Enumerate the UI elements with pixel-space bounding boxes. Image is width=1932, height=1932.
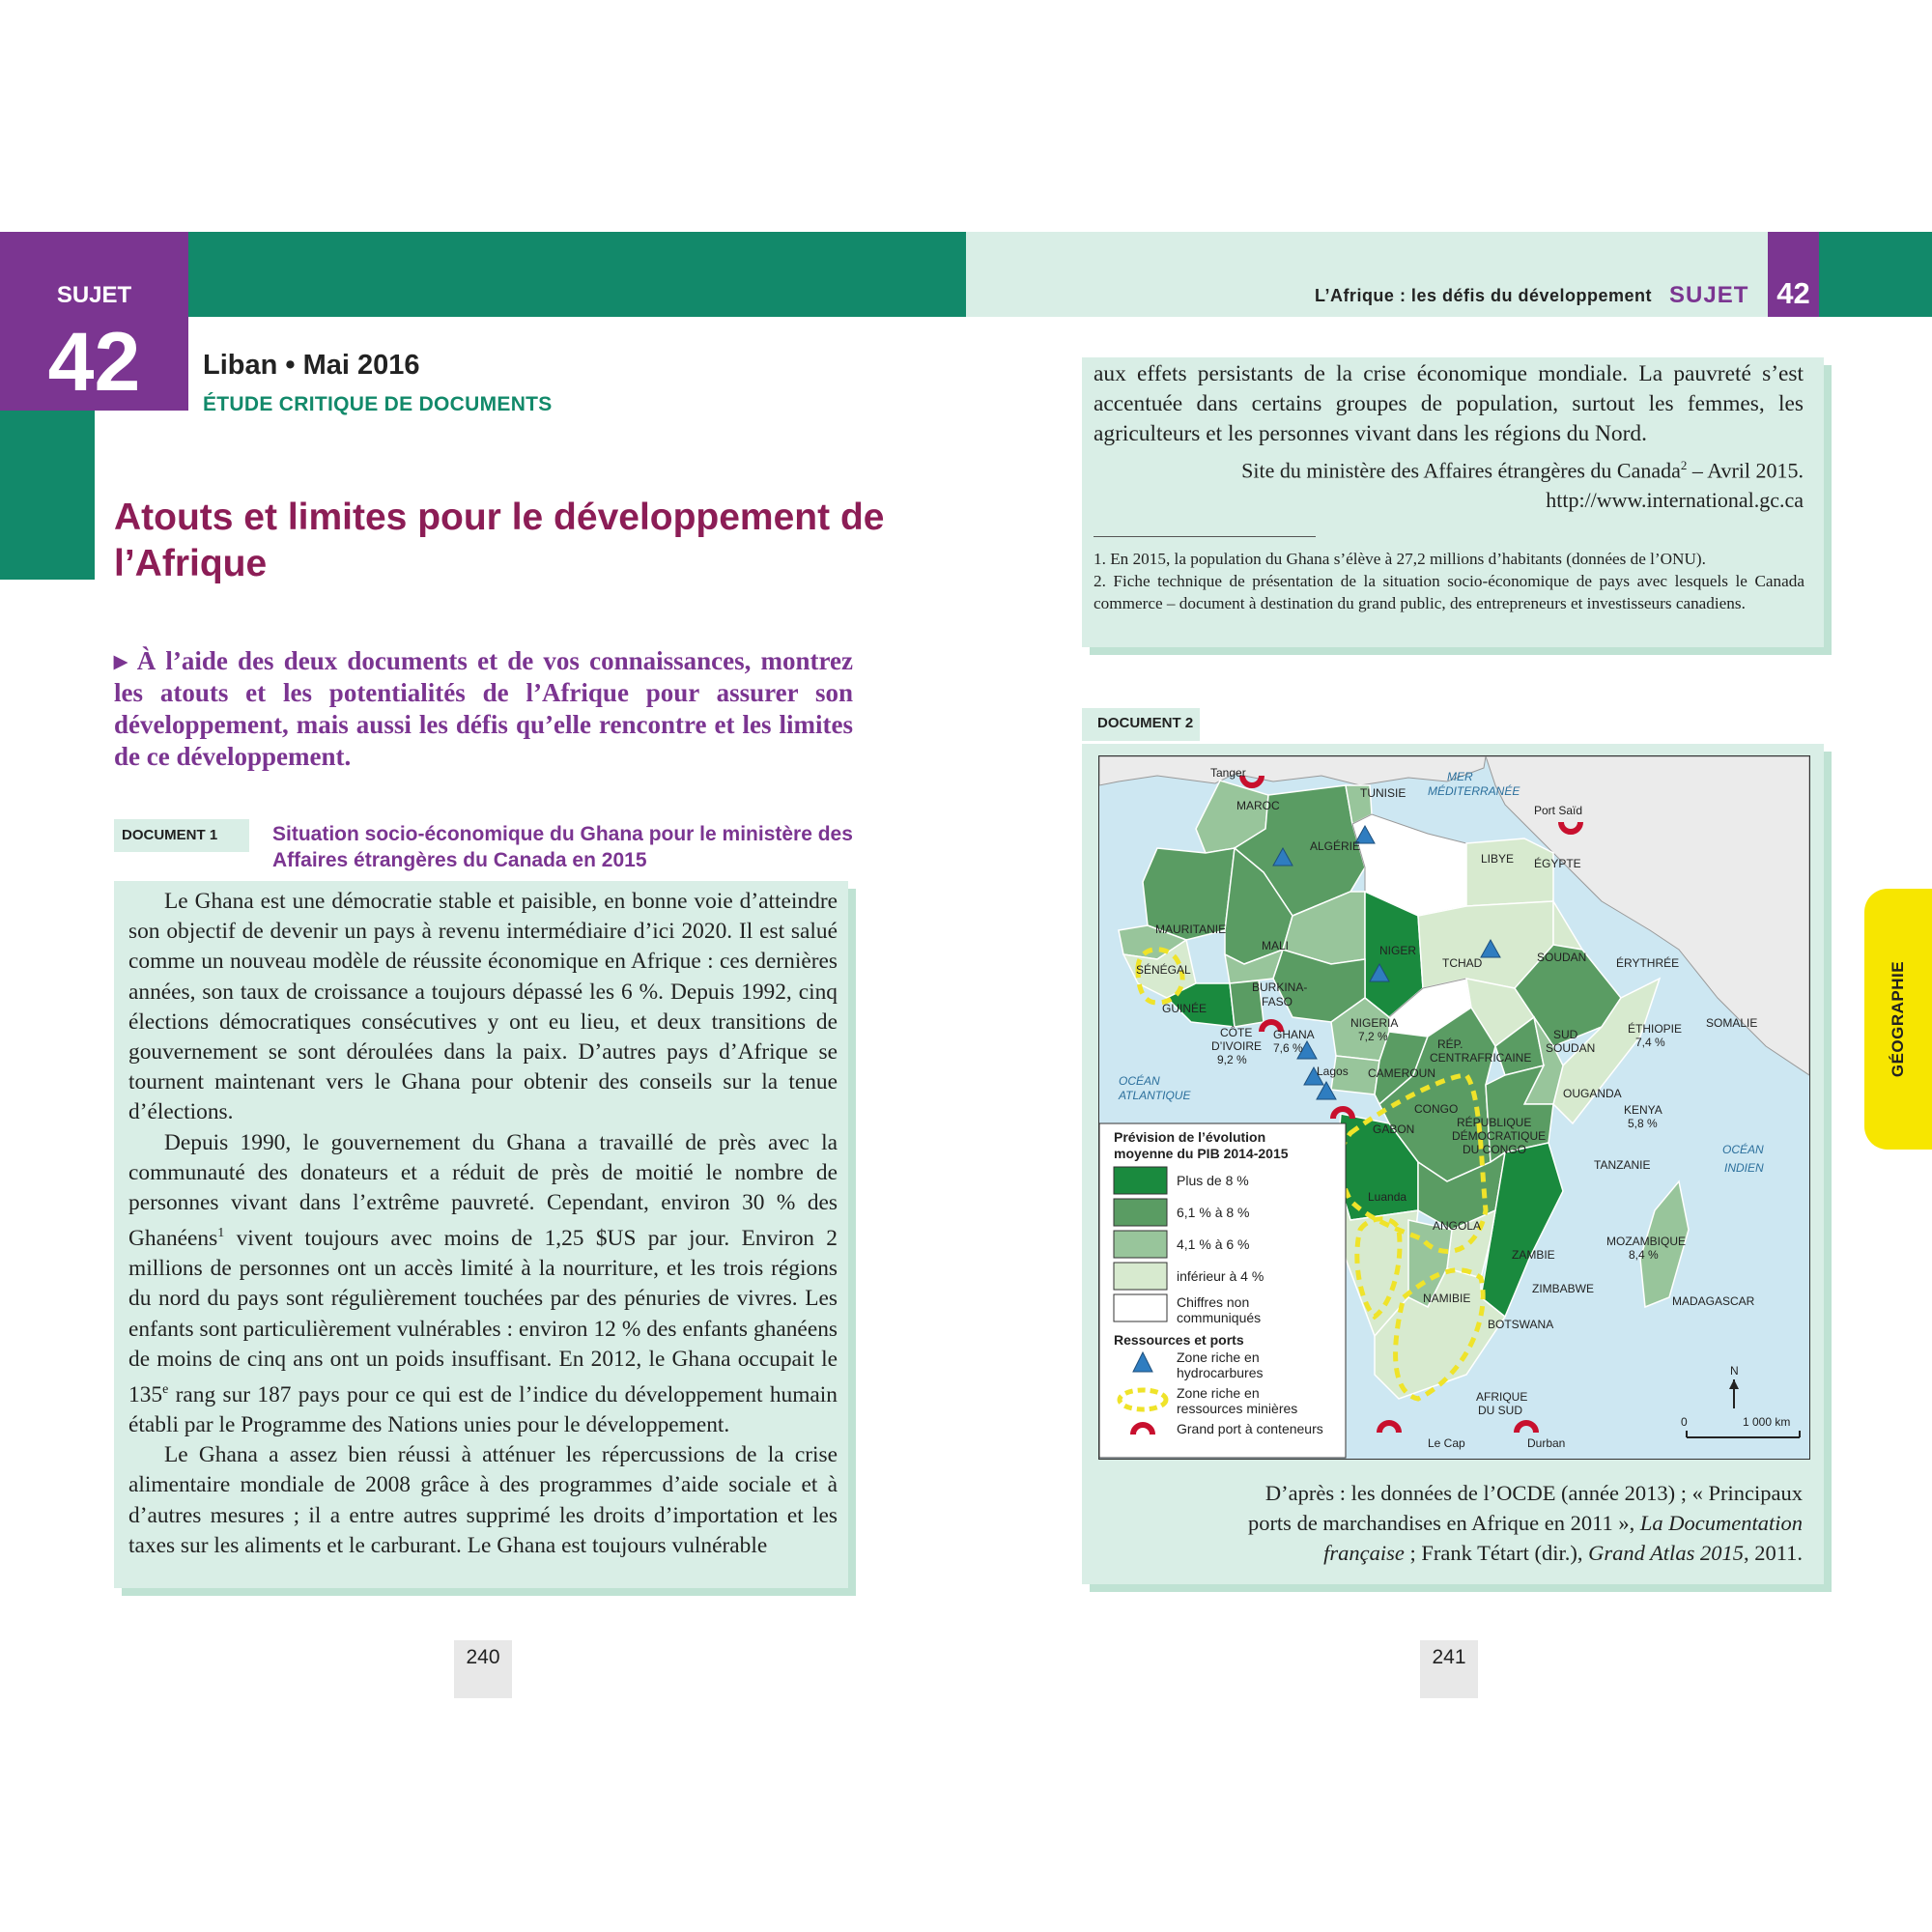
legend-title-2: moyenne du PIB 2014-2015 — [1114, 1146, 1289, 1161]
legend-label-3: 4,1 % à 6 % — [1177, 1236, 1250, 1252]
map-legend — [1099, 1123, 1346, 1458]
label-maroc: MAROC — [1236, 799, 1280, 812]
source2-part-a: ports de marchandises en Afrique en 2011 », — [1247, 1511, 1640, 1535]
country-erythree — [1553, 901, 1582, 950]
label-erythree: ÉRYTHRÉE — [1616, 956, 1680, 970]
document2-tab-label: DOCUMENT 2 — [1097, 715, 1194, 731]
label-port-said: Port Saïd — [1534, 804, 1583, 817]
label-ocean-atlantique2: ATLANTIQUE — [1119, 1089, 1191, 1102]
label-tanzanie: TANZANIE — [1594, 1158, 1651, 1172]
label-botswana: BOTSWANA — [1488, 1318, 1554, 1331]
page-title: Atouts et limites pour le développement de l’Afrique — [114, 497, 885, 584]
footnote-2: 2. Fiche technique de présentation de la situation socio-économique de pays avec lesquels le Canada commerce – document à destination du grand public, des entrepreneurs et investisseurs canadiens. — [1094, 572, 1804, 612]
label-ocean-atlantique: OCÉAN — [1119, 1074, 1160, 1088]
label-rca: RÉP. — [1437, 1037, 1463, 1051]
label-cote: CÔTE — [1220, 1026, 1253, 1039]
label-mauritanie: MAURITANIE — [1155, 923, 1227, 936]
sujet-number-right: 42 — [1776, 276, 1810, 310]
label-niger: NIGER — [1379, 944, 1417, 957]
legend-resources-title: Ressources et ports — [1114, 1332, 1244, 1348]
p2-part-c: rang sur 187 pays pour ce qui est de l’indice du développement humain établi par le Programme des Nations unies pour le développement. — [128, 1381, 838, 1438]
legend-mineral-2: ressources minières — [1177, 1401, 1298, 1416]
label-libye: LIBYE — [1481, 852, 1515, 866]
label-algerie: ALGÉRIE — [1310, 839, 1361, 853]
label-cote-pct: 9,2 % — [1217, 1053, 1247, 1066]
label-senegal: SÉNÉGAL — [1136, 963, 1191, 977]
legend-swatch-4 — [1114, 1263, 1167, 1290]
source3-part-c: Grand Atlas 2015 — [1588, 1541, 1744, 1565]
p2-part-b: vivent toujours avec moins de 1,25 $US par jour. Environ 2 millions de personnes ont un accès limité à la nourriture, et les trois régions du nord du pays sont régulièrement touchées par des pénuries de vivres. Les enfants sont particulièrement vulnérables : environ 12 % des enfants ghanéens de moins de cinq ans ont un poids insuffisant. En 2012, le Ghana occupait le 135 — [128, 1226, 838, 1407]
header-accent-right — [1819, 232, 1932, 317]
document1-text — [128, 887, 838, 1561]
source-date: – Avril 2015. — [1687, 458, 1804, 483]
africa-map-svg — [1099, 756, 1809, 1459]
sujet-number: 42 — [47, 316, 141, 409]
country-egypte — [1466, 838, 1553, 906]
scale-distance: 1 000 km — [1743, 1415, 1791, 1429]
footnote-rule — [1094, 536, 1316, 537]
section-side-tab-label-wrap — [1864, 889, 1932, 1150]
document1-tab-label: DOCUMENT 1 — [122, 827, 218, 843]
question-prompt: ▸ À l’aide des deux documents et de vos connaissances, montrez les atouts et les potentialités de l’Afrique pour assurer son développement, mais aussi les défis qu’elle rencontre et les limites de ce développement. — [114, 646, 853, 771]
scale-zero: 0 — [1681, 1415, 1688, 1429]
legend-label-5b: communiqués — [1177, 1310, 1262, 1325]
label-kenya: KENYA — [1624, 1103, 1662, 1117]
legend-label-1: Plus de 8 % — [1177, 1173, 1249, 1188]
header-band-left — [188, 232, 966, 317]
document1-paragraph-2 — [128, 1128, 838, 1441]
source-url: http://www.international.gc.ca — [1546, 488, 1804, 513]
document2-source-line1: D’après : les données de l’OCDE (année 2013) ; « Principaux — [1264, 1481, 1803, 1505]
label-tanger: Tanger — [1210, 766, 1246, 780]
label-mozambique: MOZAMBIQUE — [1606, 1235, 1687, 1248]
page-number-left: 240 — [454, 1640, 512, 1698]
scale-bar — [1681, 1364, 1800, 1437]
legend-swatch-3 — [1114, 1231, 1167, 1258]
legend-hydro-1: Zone riche en — [1177, 1350, 1260, 1365]
label-ocean-indien: OCÉAN — [1722, 1143, 1764, 1156]
label-sud-soudan2: SOUDAN — [1546, 1041, 1596, 1055]
label-nigeria-pct: 7,2 % — [1358, 1030, 1388, 1043]
label-ocean-indien2: INDIEN — [1724, 1161, 1764, 1175]
legend-swatch-2 — [1114, 1199, 1167, 1226]
label-le-cap: Le Cap — [1428, 1436, 1465, 1450]
legend-label-2: 6,1 % à 8 % — [1177, 1205, 1250, 1220]
document1-paragraph-3: Le Ghana a assez bien réussi à atténuer les répercussions de la crise alimentaire mondiale de 2008 grâce à des programmes d’aide sociale et à d’autres mesures ; il a entre autres supprimé les droits d’importation et les taxes sur les aliments et le carburant. Le Ghana est toujours vulnérable — [128, 1442, 838, 1558]
legend-swatch-5 — [1114, 1294, 1167, 1321]
document1-source — [1094, 450, 1804, 515]
ordinal-suffix: e — [162, 1382, 169, 1398]
legend-mineral-1: Zone riche en — [1177, 1385, 1260, 1401]
document2-source-line3 — [1121, 1538, 1803, 1568]
label-kenya-pct: 5,8 % — [1628, 1117, 1658, 1130]
source3-part-a: française — [1323, 1541, 1405, 1565]
label-nigeria: NIGERIA — [1350, 1016, 1399, 1030]
running-head: L’Afrique : les défis du développement — [1314, 286, 1652, 305]
label-burkina2: FASO — [1262, 995, 1293, 1009]
p2-part-a: Depuis 1990, le gouvernement du Ghana a travaillé de près avec la communauté des donateurs et a réduit de près de moitié le nombre de personnes vivant dans l’extrême pauvreté. Cependant, environ 30 % des Ghanéens — [128, 1129, 838, 1252]
document2-source-line2 — [1121, 1508, 1803, 1538]
africa-map — [1098, 755, 1810, 1460]
label-ghana-pct: 7,6 % — [1273, 1041, 1303, 1055]
label-burkina: BURKINA- — [1252, 980, 1308, 994]
label-namibie: NAMIBIE — [1423, 1292, 1471, 1305]
europe-land — [1099, 756, 1486, 785]
legend-label-5a: Chiffres non — [1177, 1294, 1250, 1310]
legend-port-label: Grand port à conteneurs — [1177, 1421, 1323, 1436]
header-accent — [0, 411, 95, 580]
label-egypte: ÉGYPTE — [1534, 857, 1581, 870]
page-number-right: 241 — [1420, 1640, 1478, 1698]
legend-hydro-2: hydrocarbures — [1177, 1365, 1264, 1380]
footnote-ref-1: 1 — [217, 1226, 225, 1241]
label-ethiopie: ÉTHIOPIE — [1628, 1022, 1683, 1036]
label-durban: Durban — [1527, 1436, 1566, 1450]
label-ethiopie-pct: 7,4 % — [1635, 1036, 1665, 1049]
label-ouganda: OUGANDA — [1563, 1087, 1622, 1100]
document2-source — [1121, 1478, 1803, 1568]
label-madagascar: MADAGASCAR — [1672, 1294, 1755, 1308]
footnote-1: 1. En 2015, la population du Ghana s’élève à 27,2 millions d’habitants (données de l’ONU). — [1094, 550, 1706, 568]
label-afrique-du-sud2: DU SUD — [1478, 1404, 1523, 1417]
label-zambie: ZAMBIE — [1512, 1248, 1555, 1262]
exam-type: ÉTUDE CRITIQUE DE DOCUMENTS — [203, 393, 553, 415]
north-label: N — [1730, 1364, 1739, 1378]
document1-paragraph-1: Le Ghana est une démocratie stable et paisible, en bonne voie d’atteindre son objectif de devenir un pays à revenu intermédiaire d’ici 2020. Il est salué comme un nouveau modèle de réussite économique en Afrique : ces dernières années, son taux de croissance a toujours dépassé les 6 %. Depuis 1992, cinq élections démocratiques consécutives y ont eu lieu, et deux transitions de gouvernement se sont déroulées dans la paix. D’autres pays d’Afrique se tournent maintenant vers le Ghana pour obtenir des conseils sur la tenue d’élections. — [128, 889, 838, 1125]
port-icon-le-cap — [1379, 1423, 1399, 1433]
footnotes — [1094, 548, 1804, 614]
label-rdc3: DU CONGO — [1463, 1143, 1526, 1156]
sujet-label-right: SUJET — [1669, 282, 1749, 308]
label-somalie: SOMALIE — [1706, 1016, 1758, 1030]
document1-continuation: aux effets persistants de la crise économique mondiale. La pauvreté s’est accentuée dans certains groupes de population, surtout les femmes, les agriculteurs et les personnes vivant dans les régions du Nord. — [1094, 361, 1804, 446]
source3-part-b: ; Frank Tétart (dir.), — [1404, 1541, 1589, 1565]
label-tunisie: TUNISIE — [1360, 786, 1406, 800]
legend-label-4: inférieur à 4 % — [1177, 1268, 1264, 1284]
label-angola: ANGOLA — [1433, 1219, 1482, 1233]
port-icon-durban — [1517, 1423, 1536, 1433]
exam-info: Liban • Mai 2016 — [203, 350, 420, 381]
label-afrique-du-sud: AFRIQUE — [1476, 1390, 1528, 1404]
north-arrowhead-icon — [1729, 1379, 1739, 1389]
label-cote2: D’IVOIRE — [1211, 1039, 1263, 1053]
section-side-tab-label: GÉOGRAPHIE — [1889, 960, 1907, 1078]
sujet-label: SUJET — [56, 282, 132, 308]
legend-title-1: Prévision de l’évolution — [1114, 1129, 1266, 1145]
legend-swatch-1 — [1114, 1167, 1167, 1194]
label-ghana: GHANA — [1273, 1028, 1315, 1041]
label-soudan: SOUDAN — [1537, 951, 1587, 964]
label-luanda: Luanda — [1368, 1190, 1407, 1204]
label-zimbabwe: ZIMBABWE — [1532, 1282, 1595, 1295]
source-line — [1094, 450, 1804, 485]
label-guinee: GUINÉE — [1162, 1002, 1208, 1015]
source3-part-d: , 2011. — [1743, 1541, 1803, 1565]
label-mediterranee: MÉDITERRANÉE — [1428, 784, 1520, 798]
label-rdc1: RÉPUBLIQUE — [1457, 1116, 1532, 1129]
label-mozambique-pct: 8,4 % — [1629, 1248, 1659, 1262]
label-mali: MALI — [1262, 939, 1290, 952]
label-mer: MER — [1447, 770, 1473, 783]
source-site: Site du ministère des Affaires étrangères du Canada — [1241, 458, 1681, 483]
label-cameroun: CAMEROUN — [1368, 1066, 1436, 1080]
label-sud-soudan: SUD — [1553, 1028, 1578, 1041]
source2-part-b: La Documentation — [1639, 1511, 1803, 1535]
label-congo: CONGO — [1414, 1102, 1459, 1116]
label-gabon: GABON — [1373, 1122, 1415, 1136]
footnote-ref-2: 2 — [1680, 458, 1688, 472]
label-tchad: TCHAD — [1442, 956, 1483, 970]
label-rdc2: DÉMOCRATIQUE — [1452, 1129, 1547, 1143]
label-lagos: Lagos — [1317, 1065, 1349, 1078]
document1-title: Situation socio-économique du Ghana pour le ministère des Affaires étrangères du Canada en 2015 — [272, 823, 853, 871]
label-rca2: CENTRAFRICAINE — [1430, 1051, 1532, 1065]
